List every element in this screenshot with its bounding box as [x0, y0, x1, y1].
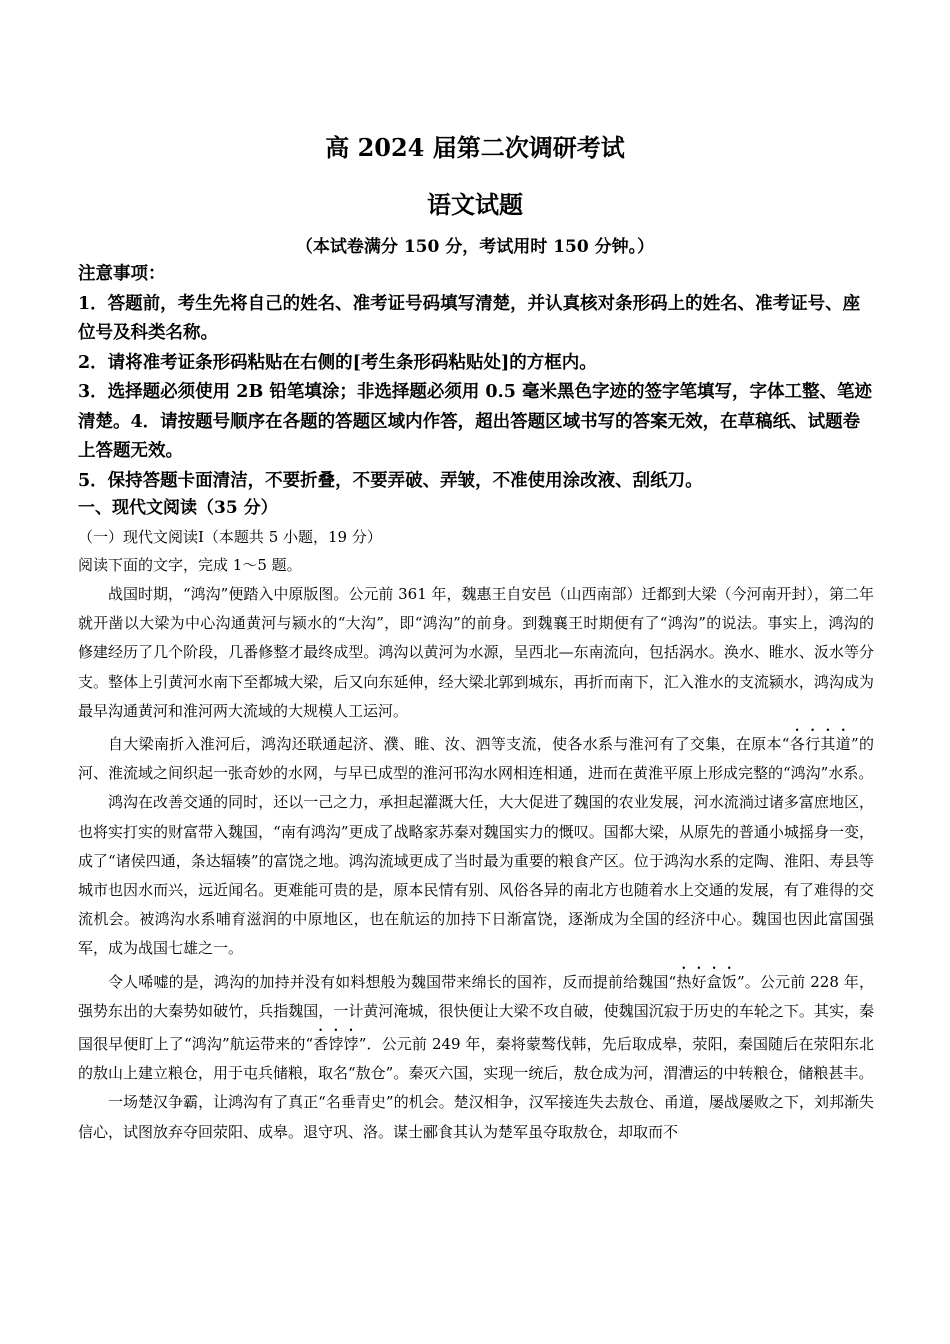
passage-paragraph: 鸿沟在改善交通的同时，还以一己之力，承担起灌溉大任，大大促进了魏国的农业发展，河水流淌过诸多富庶地区，也将实打实的财富带入魏国，“南有鸿沟”更成了战略家苏秦对魏国实力的慨叹。国都大梁，从原先的普通小城摇身一变，成了“诸侯四通，条达辐辏”的富饶之地。鸿沟流域更成了当时最为重要的粮食产区。位于鸿沟水系的定陶、淮阳、寿县等城市也因水而兴，远近闻名。更难能可贵的是，原本民情有别、风俗各异的南北方也随着水上交通的发展，有了难得的交流机会。被鸿沟水系哺育滋润的中原地区，也在航运的加持下日渐富饶，逐渐成为全国的经济中心。魏国也因此富国强军，成为战国七雄之一。	[78, 793, 874, 958]
passage-paragraph	[78, 726, 874, 788]
reading-passage	[78, 580, 874, 1147]
passage-text: 令人唏嘘的是，鸿沟的加持并没有如料想般为魏国带来绵长的国祚，反而提前给魏国“	[108, 972, 677, 991]
reading-instruction: 阅读下面的文字，完成 1～5 题。	[78, 556, 302, 574]
section-heading: 一、现代文阅读（35 分）	[78, 498, 278, 518]
exam-title: 高 2024 届第二次调研考试	[325, 133, 625, 162]
emphasized-phrase: 各行其道	[789, 735, 852, 754]
passage-paragraph	[78, 964, 874, 1089]
notice-item: 1．答题前，考生先将自己的姓名、准考证号码填写清楚，并认真核对条形码上的姓名、准考证号、座位号及科类名称。	[78, 293, 861, 343]
notice-item: 5．保持答题卡面清洁，不要折叠，不要弄破、弄皱，不准使用涂改液、刮纸刀。	[78, 470, 703, 491]
subject-title: 语文试题	[427, 190, 523, 219]
passage-paragraph: 战国时期，“鸿沟”便踏入中原版图。公元前 361 年，魏惠王自安邑（山西南部）迁都到大梁（今河南开封），第二年就开凿以大梁为中心沟通黄河与颍水的“大沟”，即“鸿沟”的前身。到魏襄王时期便有了“鸿沟”的说法。事实上，鸿沟的修建经历了几个阶段，几番修整才最终成型。鸿沟以黄河为水源，呈西北—东南流向，包括涡水。涣水、睢水、汳水等分支。整体上引黄河水南下至都城大梁，后又向东延伸，经大梁北郭到城东，再折而南下，汇入淮水的支流颍水，鸿沟成为最早沟通黄河和淮河两大流域的大规模人工运河。	[78, 585, 875, 720]
notice-item: 2．请将准考证条形码粘贴在右侧的[考生条形码粘贴处]的方框内。	[78, 352, 597, 373]
emphasized-phrase: 热好盒饭	[676, 972, 737, 991]
emphasized-phrase: 香饽饽	[313, 1035, 359, 1054]
passage-text: 自大梁南折入淮河后，鸿沟还联通起济、濮、睢、汝、泗等支流，使各水系与淮河有了交集，在原本“	[108, 735, 790, 754]
exam-note: （本试卷满分 150 分，考试用时 150 分钟。）	[295, 237, 655, 257]
subsection-heading: （一）现代文阅读Ⅰ（本题共 5 小题，19 分）	[78, 528, 382, 546]
notice-section	[78, 260, 874, 496]
passage-text: ”。公元前 228 年，强势东出的大秦势如破竹，兵指魏国，一计黄河淹城，很快便让大梁不攻自破，使魏国沉寂于历史的车轮之下。其实，秦国很早便盯上了“鸿沟”航运带来的“	[78, 972, 874, 1054]
passage-text: ”的河、淮流域之间织起一张奇妙的水网，与早已成型的淮河邗沟水网相连相通，进而在黄淮平原上形成完整的“鸿沟”水系。	[78, 735, 874, 783]
notice-heading: 注意事项：	[78, 264, 166, 284]
passage-text: ”．公元前 249 年，秦将蒙骜伐韩，先后取成皋，荥阳，秦国随后在荥阳东北的敖山上建立粮仓，用于屯兵储粮，取名“敖仓”。秦灭六国，实现一统后，敖仓成为河，渭漕运的中转粮仓，储粮甚丰。	[78, 1035, 874, 1083]
passage-paragraph: 一场楚汉争霸，让鸿沟有了真正“名垂青史”的机会。楚汉相争，汉军接连失去敖仓、甬道，屡战屡败之下，刘邦渐失信心，试图放弃夺回荥阳、成皋。退守巩、洛。谋士郦食其认为楚军虽夺取敖仓，却取而不	[78, 1093, 874, 1141]
notice-item: 3．选择题必须使用 2B 铅笔填涂；非选择题必须用 0.5 毫米黑色字迹的签字笔填写，字体工整、笔迹清楚。4．请按题号顺序在各题的答题区域内作答，超出答题区域书写的答案无效，在草稿纸、试题卷上答题无效。	[78, 382, 872, 461]
